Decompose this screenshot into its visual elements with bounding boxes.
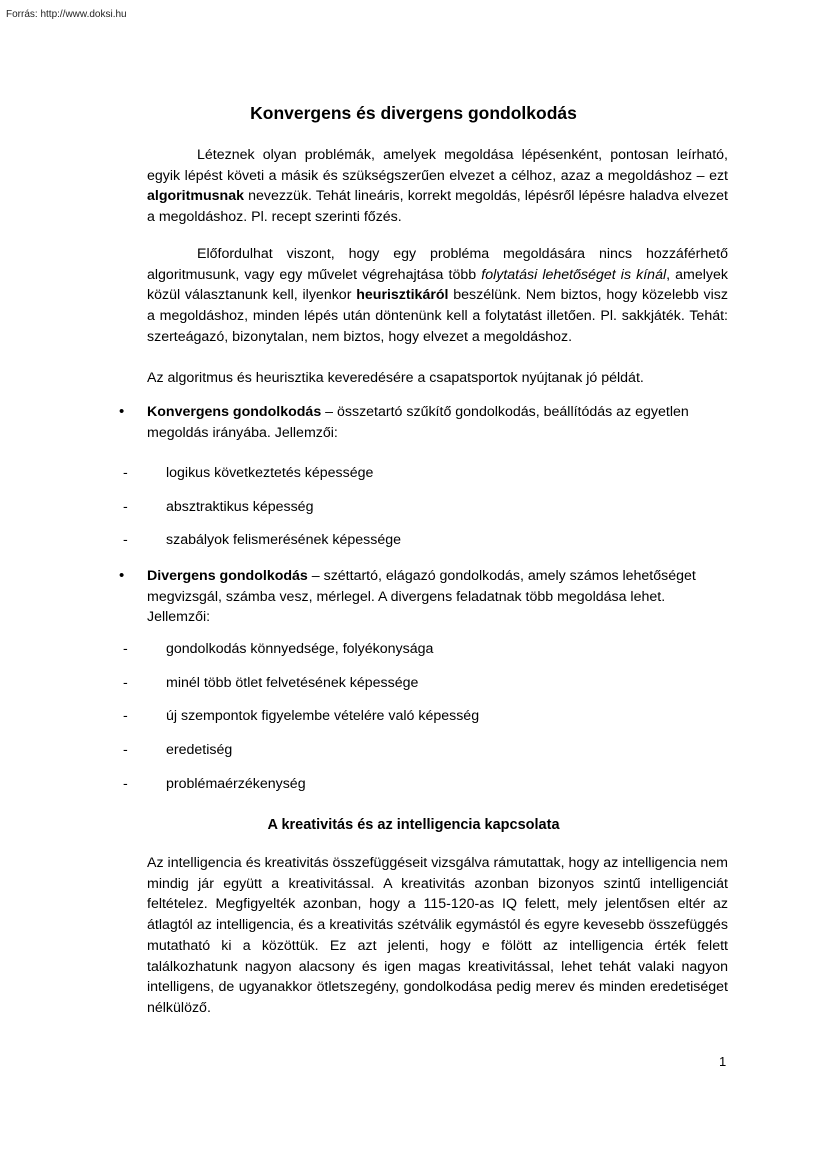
list-item-text: eredetiség xyxy=(166,742,233,758)
page-title: Konvergens és divergens gondolkodás xyxy=(250,103,577,123)
list-item-text: logikus következtetés képessége xyxy=(166,465,374,481)
paragraph-algorithm xyxy=(147,145,728,228)
list-item-text: minél több ötlet felvetésének képessége xyxy=(166,675,419,691)
list-item-text: problémaérzékenység xyxy=(166,776,306,792)
bullet-convergent-bold: Konvergens gondolkodás xyxy=(147,404,322,420)
p2-italic: folytatási lehetőséget is kínál xyxy=(481,266,667,283)
p2-text-e: beszélünk. Nem biztos, hogy közelebb visz a megoldáshoz, minden lépés után döntenünk kell a folytatást illetően. Pl. sakkjáték. Tehát: szerteágazó, bizonytalan, nem biztos, hogy elvezet a megoldáshoz. xyxy=(147,287,728,345)
page-number: 1 xyxy=(719,1054,727,1069)
list-item-text: szabályok felismerésének képessége xyxy=(166,532,402,548)
list-item-text: új szempontok figyelembe vételére való képesség xyxy=(166,708,480,724)
list-item-text: gondolkodás könnyedsége, folyékonysága xyxy=(166,641,434,657)
bullet-divergent-text xyxy=(147,566,728,628)
section-subtitle: A kreativitás és az intelligencia kapcsolata xyxy=(267,817,560,833)
bullet-convergent-text xyxy=(147,402,728,443)
dash-marker: - xyxy=(123,776,128,792)
p1-text-a: Léteznek olyan problémák, amelyek megoldása lépésenként, pontosan leírható, egyik lépést követi a másik és szükségszerűen elvezet a célhoz, azaz a megoldáshoz – ezt xyxy=(147,147,728,184)
p2-text-a: Előfordulhat viszont, hogy egy probléma megoldására nincs hozzáférhető algoritmusunk, vagy egy művelet végrehajtása több xyxy=(147,246,728,283)
p1-bold-algorithm: algoritmusnak xyxy=(147,188,244,205)
p2-bold-heuristic: heurisztikáról xyxy=(356,287,449,304)
dash-marker: - xyxy=(123,708,128,724)
bullet-symbol: • xyxy=(119,403,125,420)
dash-marker: - xyxy=(123,532,128,548)
p1-text-c: nevezzük. Tehát lineáris, korrekt megoldás, lépésről lépésre haladva elvezet a megoldáshoz. Pl. recept szerinti főzés. xyxy=(147,188,728,226)
paragraph-example: Az algoritmus és heurisztika keveredésére a csapatsportok nyújtanak jó példát. xyxy=(147,370,644,386)
dash-marker: - xyxy=(123,742,128,758)
bullet-divergent-rest: – széttartó, elágazó gondolkodás, amely számos lehetőséget megvizsgál, számba vesz, mérlegel. A divergens feladatnak több megoldása lehet. Jellemzői: xyxy=(147,568,696,626)
p2-text-c: , amelyek közül választanunk kell, ilyenkor xyxy=(147,266,728,304)
dash-marker: - xyxy=(123,465,128,481)
dash-marker: - xyxy=(123,675,128,691)
list-item-text: absztraktikus képesség xyxy=(166,499,314,515)
bullet-divergent-bold: Divergens gondolkodás xyxy=(147,568,308,584)
bullet-convergent-rest: – összetartó szűkítő gondolkodás, beállítódás az egyetlen megoldás irányába. Jellemzői: xyxy=(147,404,689,441)
dash-marker: - xyxy=(123,499,128,515)
paragraph-heuristic xyxy=(147,244,728,348)
dash-marker: - xyxy=(123,641,128,657)
source-label: Forrás: http://www.doksi.hu xyxy=(6,9,127,20)
bullet-symbol: • xyxy=(119,567,125,584)
paragraph-intelligence: Az intelligencia és kreativitás összefüggéseit vizsgálva rámutattak, hogy az intelligencia nem mindig jár együtt a kreativitással. A kreativitás azonban bizonyos szintű intelligenciát feltételez. Megfigyelték azonban, hogy a 115-120-as IQ felett, mely jelentősen eltér az átlagtól az intelligencia, és a kreativitás szétválik egymástól és egyre kevesebb összefüggés mutatható ki a közöttük. Ez azt jelenti, hogy e fölött az intelligencia érték felett találkozhatunk nagyon alacsony és igen magas kreativitással, lehet tehát valaki nagyon intelligens, de ugyanakkor ötletszegény, gondolkodása pedig merev és minden eredetiséget nélkülöző. xyxy=(147,855,728,1016)
